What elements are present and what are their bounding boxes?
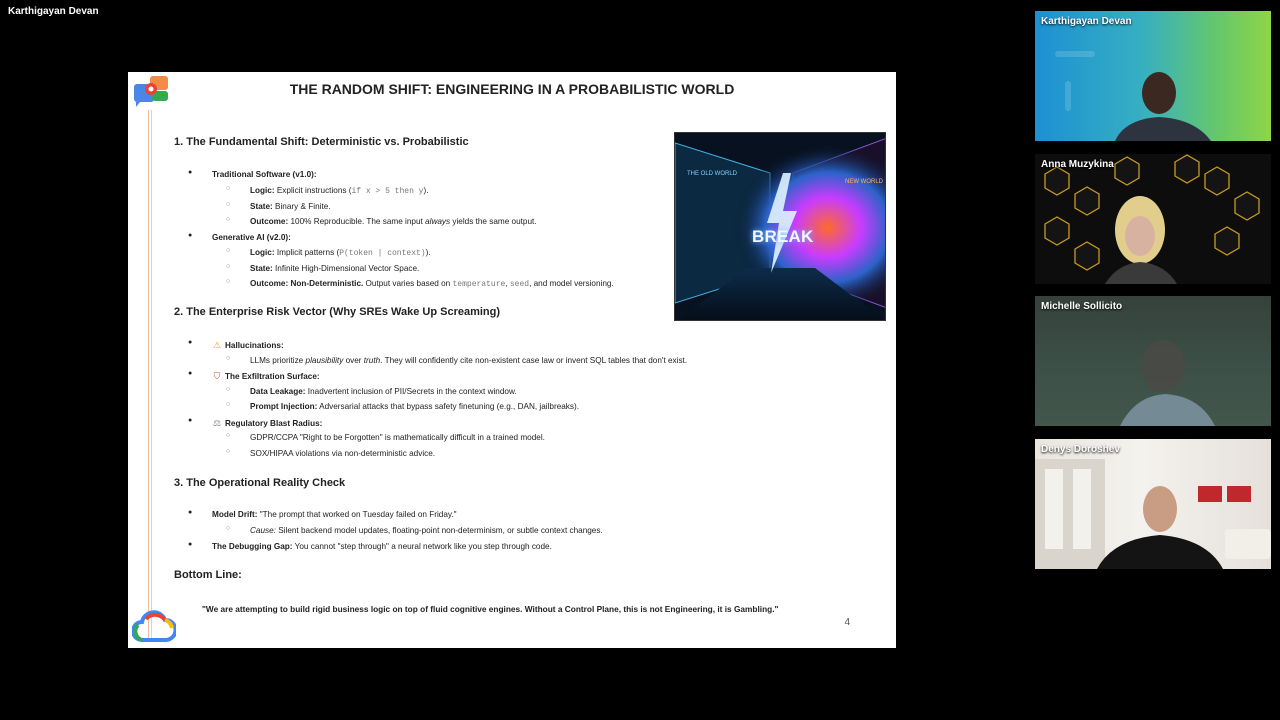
list-item: ○ State: Binary & Finite. — [250, 202, 331, 211]
participant-video — [1035, 154, 1271, 284]
list-item: ● ⚖ Regulatory Blast Radius: — [212, 418, 322, 429]
bottom-line-heading: Bottom Line: — [174, 569, 242, 581]
slide-image-text: BREAK — [752, 227, 814, 246]
bottom-line-quote: "We are attempting to build rigid business logic on top of fluid cognitive engines. Without a Control Plane, this is not Engineering, it is Gambling." — [202, 604, 779, 614]
svg-text:THE OLD WORLD: THE OLD WORLD — [687, 171, 738, 177]
slide-title: THE RANDOM SHIFT: ENGINEERING IN A PROBABILISTIC WORLD — [289, 81, 735, 97]
page-number: 4 — [844, 617, 850, 628]
participant-video — [1035, 11, 1271, 141]
accent-line — [148, 110, 152, 640]
presenter-name: Karthigayan Devan — [8, 6, 99, 17]
list-item: ● ⚠ Hallucinations: — [212, 340, 284, 351]
list-item: ○ State: Infinite High-Dimensional Vector Space. — [250, 264, 419, 273]
shield-icon: ⛉ — [213, 371, 221, 381]
list-item: ● Model Drift: "The prompt that worked on Tuesday failed on Friday." — [212, 510, 457, 519]
list-item: ○ Logic: Explicit instructions (if x > 5 then y). — [250, 186, 429, 196]
list-item: ○ Prompt Injection: Adversarial attacks that bypass safety finetuning (e.g., DAN, jailbreaks). — [250, 402, 579, 411]
slide-illustration — [674, 132, 886, 321]
participant-video — [1035, 296, 1271, 426]
list-item: ● Traditional Software (v1.0): — [212, 170, 317, 179]
participant-name: Anna Muzykina — [1041, 159, 1114, 170]
participant-name: Michelle Sollicito — [1041, 301, 1123, 312]
participant-name: Karthigayan Devan — [1041, 16, 1132, 27]
list-item: ○ LLMs prioritize plausibility over truth. They will confidently cite non-existent case law or invent SQL tables that don't exist. — [250, 356, 687, 365]
list-item: ○ Cause: Silent backend model updates, floating-point non-determinism, or subtle context changes. — [250, 526, 603, 535]
participant-video — [1035, 439, 1271, 569]
warning-icon: ⚠ — [212, 340, 222, 350]
cloud-logo-icon — [132, 610, 176, 644]
section-heading-3: 3. The Operational Reality Check — [174, 477, 346, 489]
participant-tile[interactable] — [1035, 439, 1271, 569]
list-item: ○ Outcome: 100% Reproducible. The same input always yields the same output. — [250, 217, 537, 226]
shared-slide — [128, 72, 896, 648]
section-heading-1: 1. The Fundamental Shift: Deterministic vs. Probabilistic — [174, 136, 469, 148]
scales-icon: ⚖ — [212, 418, 222, 428]
list-item: ● ⛉ The Exfiltration Surface: — [212, 371, 320, 382]
list-item: ● Generative AI (v2.0): — [212, 233, 291, 242]
participant-name: Denys Doroshev — [1041, 444, 1120, 455]
list-item: ○ Logic: Implicit patterns (P(token | context)). — [250, 248, 431, 258]
participant-tile[interactable] — [1035, 11, 1271, 141]
participant-tile[interactable] — [1035, 296, 1271, 426]
list-item: ○ GDPR/CCPA "Right to be Forgotten" is mathematically difficult in a trained model. — [250, 433, 545, 442]
svg-text:NEW WORLD: NEW WORLD — [845, 179, 883, 185]
participant-tile[interactable] — [1035, 154, 1271, 284]
list-item: ● The Debugging Gap: You cannot "step through" a neural network like you step through code. — [212, 542, 552, 551]
list-item: ○ Data Leakage: Inadvertent inclusion of PII/Secrets in the context window. — [250, 387, 517, 396]
section-heading-2: 2. The Enterprise Risk Vector (Why SREs Wake Up Screaming) — [174, 306, 501, 318]
list-item: ○ Outcome: Non-Deterministic. Output varies based on temperature, seed, and model versioning. — [250, 279, 614, 289]
list-item: ○ SOX/HIPAA violations via non-deterministic advice. — [250, 449, 435, 458]
